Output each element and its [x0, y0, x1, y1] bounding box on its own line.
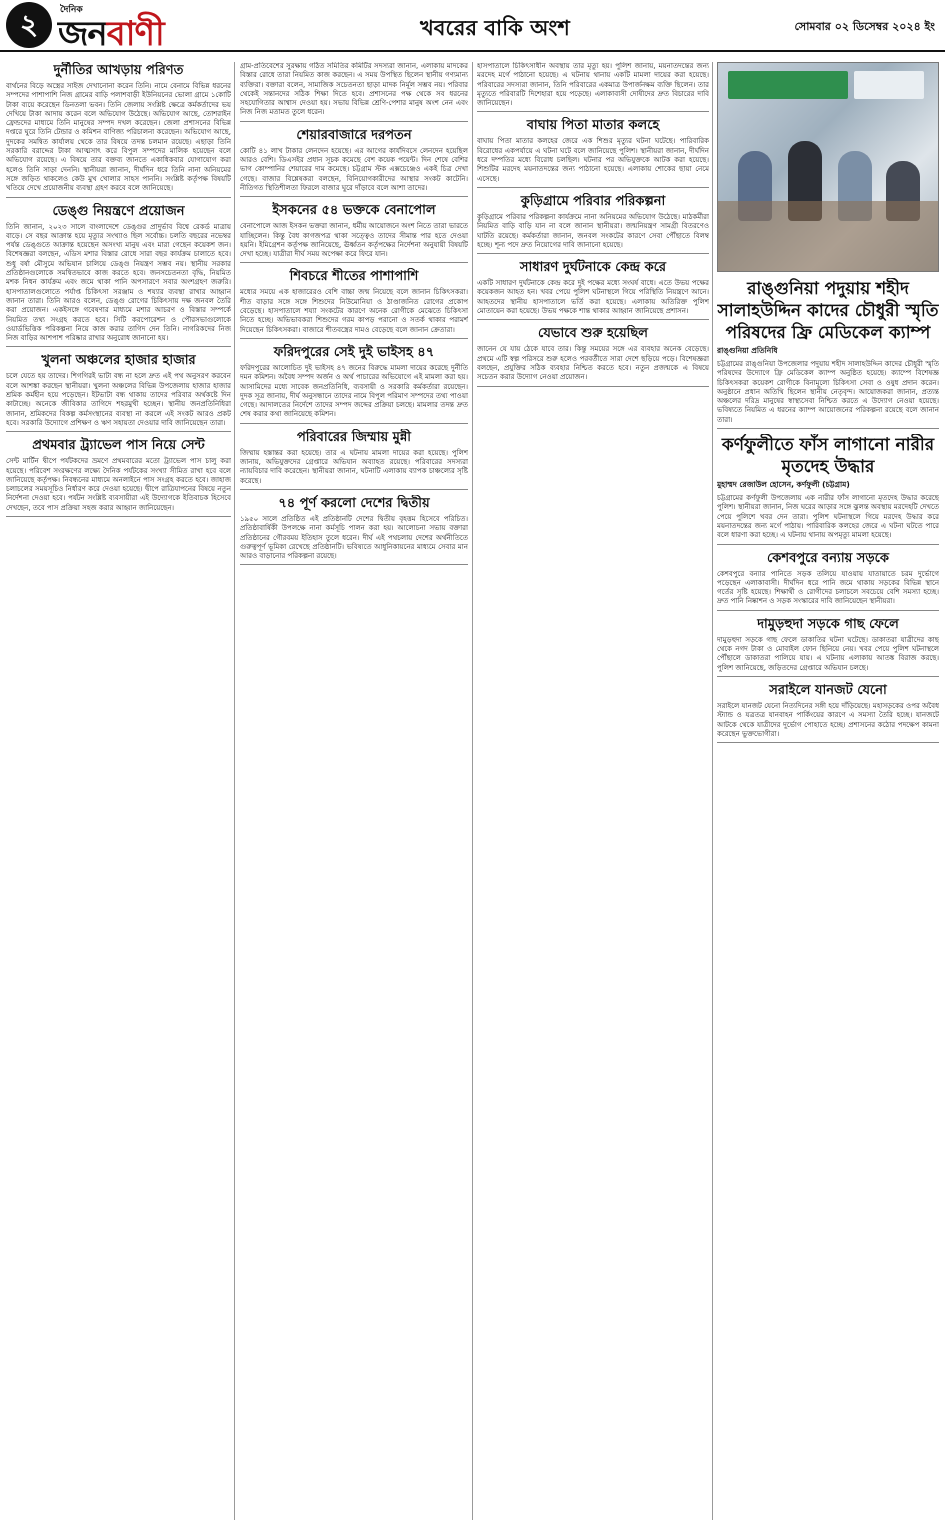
article-body: দামুড়হুদা সড়কে গাছ ফেলে ডাকাতির ঘটনা ঘটেছে। ডাকাতরা যাত্রীদের কাছ থেকে নগদ টাকা ও মোবাইল ফোন ছিনিয়ে নেয়। খবর পেয়ে পুলিশ ঘটনাস্থলে পৌঁছালে ডাকাতরা পালিয়ে যায়। এ ঘটনায় এলাকায় আতঙ্ক বিরাজ করছে। পুলিশ জানিয়েছে, জড়িতদের গ্রেপ্তারে অভিযান চলছে।: [717, 635, 939, 672]
article-headline: শেয়ারবাজারে দরপতন: [296, 127, 412, 143]
article: [717, 278, 939, 429]
column-divider: [712, 62, 713, 1520]
article-body: বেনাপোলে আজ ইসকন ভক্তরা জানান, ধর্মীয় আয়োজনে অংশ নিতে তারা ভারতে যাচ্ছিলেন। কিন্তু বৈধ কাগজপত্র থাকা সত্ত্বেও তাদের সীমান্ত পার হতে দেওয়া হয়নি। ইমিগ্রেশন কর্তৃপক্ষ জানিয়েছে, ঊর্ধ্বতন কর্তৃপক্ষের নির্দেশনা অনুযায়ী বিষয়টি দেখা হচ্ছে। যাত্রীরা দীর্ঘ সময় অপেক্ষা করে ফিরে যান।: [240, 222, 468, 259]
article-headline: ইসকনের ৫৪ ভক্তকে বেনাপোল: [272, 203, 436, 219]
article: [717, 616, 939, 677]
article-headline: কুড়িগ্রামে পরিবার পরিকল্পনা: [520, 193, 666, 209]
article-headline: পরিবারের জিম্মায় মুন্নী: [296, 429, 412, 445]
article-body: কেশবপুরে বন্যার পানিতে সড়ক তলিয়ে যাওয়ায় যাতায়াতে চরম দুর্ভোগে পড়েছেন এলাকাবাসী। দীর্ঘদিন ধরে পানি জমে থাকায় সড়কের বিভিন্ন স্থানে গর্তের সৃষ্টি হয়েছে। শিক্ষার্থী ও রোগীদের চলাচলে সবচেয়ে বেশি সমস্যা হচ্ছে। দ্রুত পানি নিষ্কাশন ও সড়ক সংস্কারের দাবি জানিয়েছেন স্থানীয়রা।: [717, 569, 939, 606]
article-headline: দামুড়হুদা সড়কে গাছ ফেলে: [757, 616, 899, 632]
article-headline: প্রথমবার ট্র্যাভেল পাস নিয়ে সেন্ট: [32, 438, 205, 454]
newspaper-logo: [58, 8, 164, 65]
article-headline: কেশবপুরে বন্যায় সড়কে: [767, 550, 889, 566]
article: [6, 203, 231, 348]
article-headline: কর্ণফুলীতে ফাঁস লাগানো নারীর মৃতদেহ উদ্ধার: [721, 435, 935, 478]
article-headline: ডেঙ্গু নিয়ন্ত্রণে প্রয়োজন: [52, 203, 185, 219]
logo-part-1: জন: [58, 14, 107, 54]
article-headline: খুলনা অঞ্চলের হাজার হাজার: [41, 353, 196, 369]
article-headline: যেভাবে শুরু হয়েছিল: [538, 326, 648, 342]
article-headline: সরাইলে যানজট যেনো: [769, 682, 887, 698]
column-2: [240, 62, 468, 1520]
article-body: চট্টগ্রামের রাঙ্গুনিয়া উপজেলার পদুয়ায় শহীদ সালাহউদ্দিন কাদের চৌধুরী স্মৃতি পরিষদের উদ্যোগে ফ্রি মেডিকেল ক্যাম্প অনুষ্ঠিত হয়েছে। ক্যাম্পে বিশেষজ্ঞ চিকিৎসকরা কয়েকশ রোগীকে বিনামূল্যে চিকিৎসা সেবা ও ওষুধ প্রদান করেন। অনুষ্ঠানে প্রধান অতিথি ছিলেন স্থানীয় নেতৃবৃন্দ। আয়োজকরা জানান, প্রত্যন্ত অঞ্চলের দরিদ্র মানুষের স্বাস্থ্যসেবা নিশ্চিত করতে এ উদ্যোগ নেওয়া হয়েছে। ভবিষ্যতে নিয়মিত এ ধরনের ক্যাম্প আয়োজনের পরিকল্পনা রয়েছে বলে জানান তারা।: [717, 360, 939, 424]
article-body: বার্থনের বিড়ে অস্ত্রের সাইজ দেখানোনা করেন তিনি। নামে বেনামে বিভিন্ন ধরনের সম্পদের পাশাপাশি নিজ গ্রামের বাড়ি পলাশবাড়ী ইউনিয়নের ভোলা গ্রামে ১কোটি টাকা ব্যয়ে করেছেন ডিনতলা ভবন। তিনি জেলায় সংশ্লিষ্ট ক্ষেত্রে কর্মকর্তাদের ভয় দেখিয়ে টাকা আদায় করেন বলে অভিযোগ উঠেছে। অভিযোগ আছে, তোশরাইন ফ্রেন্ডদের মাধ্যমে তিনি মানুষের সম্পদ দখল করেছেন। জেলা প্রশাসনের বিভিন্ন দপ্তরে ঘুরে তিনি টেন্ডার ও কমিশন বাণিজ্য পরিচালনা করেছেন। অভিযোগ আছে, দুদকের সমন্বিত কার্যালয় থেকে তার বিষয়ে তদন্ত চলমান রয়েছে। এছাড়া তিনি সরকারি বরাদ্দের টাকা আত্মসাৎ করে বিপুল সম্পদের মালিক হয়েছেন বলে অভিযোগ রয়েছে। এ বিষয়ে তার বক্তব্য জানতে একাধিকবার যোগাযোগ করা হলেও তিনি সাড়া দেননি। স্থানীয়রা জানান, দীর্ঘদিন ধরে তিনি নানা অনিয়মের সঙ্গে জড়িত থাকলেও কেউ মুখ খোলার সাহস পাননি। সংশ্লিষ্ট কর্তৃপক্ষ বিষয়টি খতিয়ে দেখে প্রয়োজনীয় ব্যবস্থা গ্রহণ করবে বলে জানিয়েছে।: [6, 82, 231, 193]
article-headline: সাধারণ দুর্ঘটনাকে কেন্দ্র করে: [519, 260, 667, 276]
article-body: সেন্ট মার্টিন দ্বীপে পর্যটকদের ভ্রমণে প্রথমবারের মতো ট্র্যাভেল পাস চালু করা হয়েছে। পরিবেশ সংরক্ষণের লক্ষ্যে দৈনিক পর্যটকের সংখ্যা সীমিত রাখা হবে বলে জানিয়েছে কর্তৃপক্ষ। নিবন্ধনের মাধ্যমে অনলাইনে পাস সংগ্রহ করতে হবে। জাহাজ চলাচলের সময়সূচিও নির্ধারণ করে দেওয়া হয়েছে। দ্বীপে রাত্রিযাপনের বিষয়ে নতুন নির্দেশনা দেওয়া হবে। পর্যটন সংশ্লিষ্ট ব্যবসায়ীরা এই উদ্যোগকে ইতিবাচক হিসেবে দেখছেন, তবে পাস প্রক্রিয়া সহজ করার আহ্বান জানিয়েছেন।: [6, 457, 231, 512]
article: [6, 437, 231, 517]
issue-date: সোমবার ০২ ডিসেম্বর ২০২৪ ইং: [794, 20, 935, 33]
medical-camp-photo: [717, 62, 939, 272]
column-1: [6, 62, 231, 1520]
article-body: চট্টগ্রামের কর্ণফুলী উপজেলায় এক নারীর ফাঁস লাগানো মৃতদেহ উদ্ধার করেছে পুলিশ। স্থানীয়রা জানান, নিজ ঘরের আড়ার সঙ্গে ঝুলন্ত অবস্থায় মরদেহটি দেখতে পেয়ে পুলিশে খবর দেন তারা। পুলিশ ঘটনাস্থলে গিয়ে মরদেহ উদ্ধার করে ময়নাতদন্তের জন্য মর্গে পাঠায়। পারিবারিক কলহের জেরে এ ঘটনা ঘটতে পারে বলে ধারণা করা হচ্ছে। এ ঘটনায় থানায় অপমৃত্যু মামলা হয়েছে।: [717, 494, 939, 540]
column-divider: [234, 62, 235, 1520]
article-body: কোটি ৪১ লাখ টাকার লেনদেন হয়েছে। এর আগের কার্যদিবসে লেনদেন হয়েছিল আরও বেশি। ডিএসইর প্রধান সূচক কমেছে বেশ কয়েক পয়েন্ট। দিন শেষে বেশির ভাগ কোম্পানির শেয়ারের দাম কমেছে। চট্টগ্রাম স্টক এক্সচেঞ্জেও একই চিত্র দেখা গেছে। বাজার বিশ্লেষকরা বলছেন, বিনিয়োগকারীদের আস্থার সংকট কাটেনি। নীতিগত স্থিতিশীলতা ফিরলে বাজার ঘুরে দাঁড়াবে বলে আশা তাদের।: [240, 146, 468, 192]
article-body: ১৯৫০ সালে প্রতিষ্ঠিত এই প্রতিষ্ঠানটি দেশের দ্বিতীয় বৃহত্তম হিসেবে পরিচিত। প্রতিষ্ঠাবার্ষিকী উপলক্ষে নানা কর্মসূচি পালন করা হয়। আলোচনা সভায় বক্তারা প্রতিষ্ঠানের গৌরবময় ইতিহাস তুলে ধরেন। দীর্ঘ এই পথচলায় দেশের অর্থনীতিতে গুরুত্বপূর্ণ ভূমিকা রেখেছে প্রতিষ্ঠানটি। ভবিষ্যতে আধুনিকায়নের মাধ্যমে সেবার মান আরও বাড়ানোর পরিকল্পনা রয়েছে।: [240, 514, 468, 561]
article: [477, 62, 709, 112]
article-body: গ্রাম-প্রতিবেশের সুরক্ষায় গঠিত সমিতির কমিটির সদস্যরা জানান, এলাকায় মাদকের বিস্তার রোধে তারা নিয়মিত কাজ করছেন। এ সময় উপস্থিত ছিলেন স্থানীয় গণ্যমান্য ব্যক্তিরা। বক্তারা বলেন, সামাজিক সচেতনতা ছাড়া মাদক নির্মূল সম্ভব নয়। পরিবার থেকেই সন্তানদের সঠিক শিক্ষা দিতে হবে। প্রশাসনের পক্ষ থেকে সব ধরনের সহযোগিতার আশ্বাস দেওয়া হয়। সভায় বিভিন্ন শ্রেণি-পেশার মানুষ অংশ নেন এবং নিজ নিজ মতামত তুলে ধরেন।: [240, 62, 468, 117]
article: [717, 434, 939, 544]
article-headline: ৭৪ পূর্ণ করলো দেশের দ্বিতীয়: [278, 495, 430, 511]
article-headline: শিবচরে শীতের পাশাপাশি: [289, 269, 419, 285]
article: [240, 429, 468, 490]
photo-banner: [728, 71, 848, 99]
article-body: তিনি জানান, ২০২৩ সালে বাংলাদেশে ডেঙ্গুর প্রাদুর্ভাব বিশ্বে রেকর্ড মাত্রায় বাড়ে। সে বছর আক্রান্ত হয়ে মৃত্যুর সংখ্যাও ছিল সর্বোচ্চ। চলতি বছরের নভেম্বর পর্যন্ত ডেঙ্গুতে আক্রান্ত হয়েছেন অসংখ্য মানুষ এবং মারা গেছেন কয়েকশ জন। বিশেষজ্ঞরা বলছেন, এডিস মশার বিস্তার রোধে সারা বছর কার্যক্রম চালাতে হবে। শুধু বর্ষা মৌসুমে অভিযান চালিয়ে ডেঙ্গু নিয়ন্ত্রণ সম্ভব নয়। স্থানীয় সরকার প্রতিষ্ঠানগুলোকে সমন্বিতভাবে কাজ করতে হবে। জনসচেতনতা বৃদ্ধি, নিয়মিত মশক নিধন কার্যক্রম এবং জমে থাকা পানি অপসারণে সবার অংশগ্রহণ জরুরি। হাসপাতালগুলোতে পর্যাপ্ত চিকিৎসা সরঞ্জাম ও শয্যার ব্যবস্থা রাখার আহ্বান জানান তারা। তিনি আরও বলেন, ডেঙ্গু রোগের চিকিৎসায় দক্ষ জনবল তৈরি করা প্রয়োজন। একইসঙ্গে গবেষণার মাধ্যমে মশার আচরণ ও বিস্তার সম্পর্কে নিয়মিত তথ্য সংগ্রহ করতে হবে। সিটি করপোরেশন ও পৌরসভাগুলোকে ওয়ার্ডভিত্তিক পরিকল্পনা নিয়ে কাজ করার তাগিদ দেন তিনি। নাগরিকদের নিজ নিজ বাড়ির আশপাশ পরিষ্কার রাখার অনুরোধ জানানো হয়।: [6, 222, 231, 343]
column-divider: [472, 62, 473, 1520]
article: [717, 550, 939, 611]
article-headline: রাঙ্গুনিয়া পদুয়ায় শহীদ সালাহউদ্দিন কাদের চৌধুরী স্মৃতি পরিষদের ফ্রি মেডিকেল ক্যাম্প: [717, 279, 939, 343]
article: [717, 682, 939, 743]
article-body: জানেন যে যায় ঠেকে যাবে তার। কিন্তু সময়ের সঙ্গে এর ব্যবহার অনেক বেড়েছে। প্রথমে এটি স্বল্প পরিসরে শুরু হলেও পরবর্তীতে সারা দেশে ছড়িয়ে পড়ে। বিশেষজ্ঞরা বলছেন, প্রযুক্তির সঠিক ব্যবহার নিশ্চিত করতে হবে। নতুন প্রজন্মকে এ বিষয়ে সচেতন করার উদ্যোগ নেওয়া প্রয়োজন।: [477, 345, 709, 382]
article-headline: দুর্নীতির আখড়ায় পরিণত: [53, 63, 184, 78]
article-body: সরাইলে যানজট যেনো নিত্যদিনের সঙ্গী হয়ে দাঁড়িয়েছে। মহাসড়কের ওপর অবৈধ স্ট্যান্ড ও যত্রতত্র যানবাহন পার্কিংয়ের কারণে এ সমস্যা তৈরি হচ্ছে। যানজটে আটকে থেকে যাত্রীদের দুর্ভোগ পোহাতে হচ্ছে। প্রশাসনের কঠোর পদক্ষেপ কামনা করেছেন ভুক্তভোগীরা।: [717, 701, 939, 738]
article: [477, 259, 709, 320]
article-byline: রাঙ্গুনিয়া প্রতিনিধি: [717, 346, 778, 355]
article: [6, 352, 231, 432]
article-body: ফরিদপুরের আলোচিত দুই ভাইসহ ৪৭ জনের বিরুদ্ধে মামলা দায়ের করেছে দুর্নীতি দমন কমিশন। অবৈধ সম্পদ অর্জন ও অর্থ পাচারের অভিযোগে এই মামলা করা হয়। আসামিদের মধ্যে সাবেক জনপ্রতিনিধি, ব্যবসায়ী ও সরকারি কর্মকর্তারা রয়েছেন। দুদক সূত্র জানায়, দীর্ঘ অনুসন্ধানে তাদের নামে বিপুল পরিমাণ সম্পদের তথ্য পাওয়া গেছে। আদালতের নির্দেশে তাদের সম্পদ জব্দের প্রক্রিয়া চলছে। মামলার তদন্ত দ্রুত শেষ করার কথা জানিয়েছে কমিশন।: [240, 363, 468, 419]
article-headline: ফরিদপুরের সেই দুই ভাইসহ ৪৭: [273, 344, 435, 360]
masthead: [0, 0, 945, 52]
page-number: ২: [6, 2, 52, 48]
article-body: হাসপাতালে চিকিৎসাধীন অবস্থায় তার মৃত্যু হয়। পুলিশ জানায়, ময়নাতদন্তের জন্য মরদেহ মর্গে পাঠানো হয়েছে। এ ঘটনায় থানায় একটি মামলা দায়ের করা হয়েছে। পরিবারের সদস্যরা জানান, তিনি পরিবারের একমাত্র উপার্জনক্ষম ব্যক্তি ছিলেন। তার মৃত্যুতে পরিবারটি দিশেহারা হয়ে পড়েছে। এলাকাবাসী দোষীদের দ্রুত বিচারের দাবি জানিয়েছেন।: [477, 62, 709, 108]
article-body: বাঘায় পিতা মাতার কলহের জেরে এক শিশুর মৃত্যুর ঘটনা ঘটেছে। পারিবারিক বিরোধের একপর্যায়ে এ ঘটনা ঘটে বলে জানিয়েছে পুলিশ। স্থানীয়রা জানান, দীর্ঘদিন ধরে দম্পতির মধ্যে বিরোধ চলছিল। ঘটনার পর অভিযুক্তকে আটক করা হয়েছে। শিশুটির মরদেহ ময়নাতদন্তের জন্য পাঠানো হয়েছে। এলাকায় শোকের ছায়া নেমে এসেছে।: [477, 137, 709, 183]
article: [477, 117, 709, 187]
section-title: খবরের বাকি অংশ: [420, 16, 570, 40]
article-body: কুড়িগ্রামে পরিবার পরিকল্পনা কার্যক্রমে নানা অনিয়মের অভিযোগ উঠেছে। মাঠকর্মীরা নিয়মিত বাড়ি বাড়ি যান না বলে জানান স্থানীয়রা। জন্মনিয়ন্ত্রণ সামগ্রী বিতরণেও ঘাটতি রয়েছে। কর্মকর্তারা জানান, জনবল সংকটের কারণে সেবা পৌঁছাতে বিলম্ব হচ্ছে। শূন্য পদে দ্রুত নিয়োগের দাবি জানানো হয়েছে।: [477, 212, 709, 249]
article: [240, 344, 468, 424]
article-headline: বাঘায় পিতা মাতার কলহে: [526, 118, 660, 134]
photo-banner: [854, 71, 924, 99]
logo-part-2: বাণী: [106, 14, 164, 54]
article-body: মধ্যের সময়ে এক হাজারেরও বেশি বাচ্চা জন্ম নিয়েছে বলে জানান চিকিৎসকরা। শীত বাড়ার সঙ্গে সঙ্গে শিশুদের নিউমোনিয়া ও ঠাণ্ডাজনিত রোগের প্রকোপ বেড়েছে। হাসপাতালে শয্যা সংকটের কারণে অনেক রোগীকে মেঝেতে চিকিৎসা নিতে হচ্ছে। অভিভাবকরা শিশুদের গরম কাপড় পরানো ও সতর্ক থাকার পরামর্শ দিয়েছেন চিকিৎসকরা। বাজারে শীতবস্ত্রের দামও বেড়েছে বলে জানান ক্রেতারা।: [240, 288, 468, 334]
brand-prefix: দৈনিক: [60, 5, 83, 15]
article: [477, 193, 709, 254]
article: [6, 62, 231, 198]
article: [240, 127, 468, 197]
photo-desk: [718, 201, 938, 271]
article: [240, 202, 468, 263]
column-3: [477, 62, 709, 1520]
column-4: [717, 62, 939, 1520]
article: [477, 325, 709, 386]
article-body: একটি সাধারণ দুর্ঘটনাকে কেন্দ্র করে দুই পক্ষের মধ্যে সংঘর্ষ বাধে। এতে উভয় পক্ষের কয়েকজন আহত হন। খবর পেয়ে পুলিশ ঘটনাস্থলে গিয়ে পরিস্থিতি নিয়ন্ত্রণে আনে। আহতদের স্থানীয় হাসপাতালে ভর্তি করা হয়েছে। এলাকায় অতিরিক্ত পুলিশ মোতায়েন করা হয়েছে। উভয় পক্ষকে শান্ত থাকার আহ্বান জানিয়েছে প্রশাসন।: [477, 279, 709, 316]
article: [240, 62, 468, 122]
article-body: চলে যেতে হয় তাদের। শিগগিরই ভাটা বন্ধ না হলে দ্রুত এই পথ অনুসরণ করবেন বলে আশঙ্কা করছেন স্থানীয়রা। খুলনা অঞ্চলের বিভিন্ন উপজেলায় হাজার হাজার শ্রমিক কর্মহীন হয়ে পড়েছেন। ইটভাটা বন্ধ থাকায় তাদের পরিবার অর্থকষ্টে দিন কাটাচ্ছে। অনেকে জীবিকার তাগিদে শহরমুখী হচ্ছেন। স্থানীয় জনপ্রতিনিধিরা জানান, শ্রমিকদের বিকল্প কর্মসংস্থানের ব্যবস্থা না করলে এই সংকট আরও প্রকট হবে। সরকারি উদ্যোগে প্রশিক্ষণ ও ঋণ সহায়তা দেওয়ার দাবি জানিয়েছেন তারা।: [6, 372, 231, 427]
article-body: জিম্মায় হস্তান্তর করা হয়েছে। তার এ ঘটনায় মামলা দায়ের করা হয়েছে। পুলিশ জানায়, অভিযুক্তদের গ্রেপ্তারে অভিযান অব্যাহত রয়েছে। পরিবারের সদস্যরা ন্যায়বিচার দাবি করেছেন। স্থানীয়রা জানান, ঘটনাটি এলাকায় ব্যাপক চাঞ্চল্যের সৃষ্টি করেছে।: [240, 448, 468, 485]
article: [240, 268, 468, 338]
article: [240, 495, 468, 565]
article-byline: মুহাম্মদ রেজাউল হোসেন, কর্ণফুলী (চট্টগ্রাম): [717, 480, 850, 490]
